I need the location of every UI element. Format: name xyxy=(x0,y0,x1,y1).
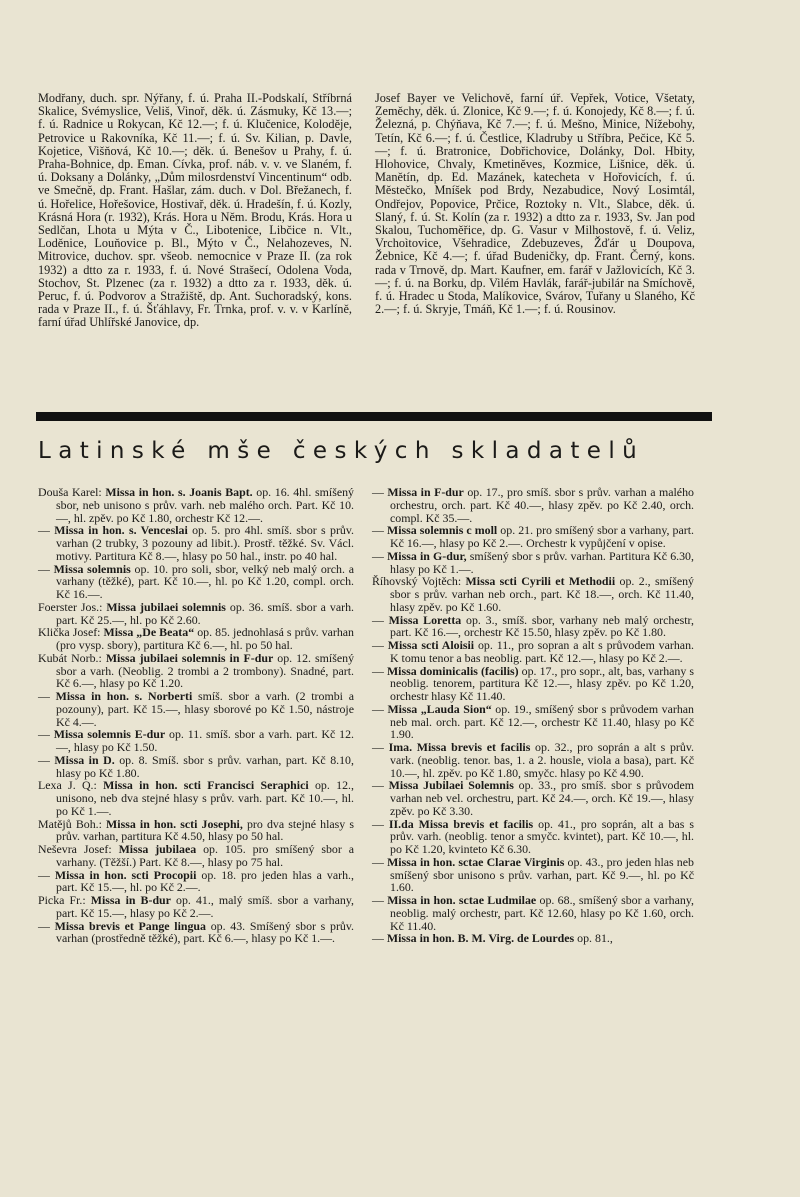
mass-entry xyxy=(38,843,354,869)
mass-entry xyxy=(38,690,354,728)
mass-title: II.da Missa brevis et facilis xyxy=(388,816,534,831)
mass-details: op. 17., pro sopr., alt, bas, varhany s neoblig. tenorem, partitura Kč 12.—, hlasy zpěv. po Kč 1.20, orchestr hlasy Kč 11.40. xyxy=(390,663,694,703)
mass-entry xyxy=(372,856,694,894)
composer-name: — xyxy=(38,727,54,742)
mass-details: pro dva stejné hlasy s prův. varhan, partitura Kč 4.50, hlasy po 50 hal. xyxy=(56,816,354,844)
mass-entry xyxy=(38,920,354,946)
mass-details: op. 36. smíš. sbor a varh. part. Kč 25.—, hl. po Kč 2.60. xyxy=(56,599,354,627)
mass-entry xyxy=(38,818,354,844)
mass-list-right xyxy=(372,486,694,945)
composer-name: Klička Josef: xyxy=(38,625,104,640)
composer-name: Douša Karel: xyxy=(38,485,106,499)
mass-details: op. 41., malý smíš. sbor a varhany, part. Kč 15.—, hlasy po Kč 2.—. xyxy=(56,893,354,920)
composer-name: — xyxy=(372,663,387,678)
mass-title: Missa in hon. sctae Ludmilae xyxy=(387,893,537,907)
section-divider xyxy=(36,412,712,421)
mass-entry xyxy=(372,703,694,741)
mass-title: Ima. Missa brevis et facilis xyxy=(388,740,531,754)
mass-entry xyxy=(372,575,694,613)
mass-details: op. 5. pro 4hl. smíš. sbor s prův. varhan (2 trubky, 3 pozouny ad libit.). Prostř. těžké. Sv. Václ. motivy. Partitura Kč 8.—, hlasy po 50 hal., instr. po 40 hal. xyxy=(56,523,354,563)
mass-entry xyxy=(38,728,354,754)
mass-details: op. 3., smíš. sbor, varhany neb malý orchestr, part. Kč 16.—, orchestr Kč 15.50, hlasy zpěv. po Kč 1.80. xyxy=(390,612,694,640)
composer-name: — xyxy=(38,523,55,538)
mass-title: Missa Jubilaei Solemnis xyxy=(388,778,514,793)
mass-details: op. 43., pro jeden hlas neb smíšený sbor unisono s prův. varhan, part. Kč 9.—, hl. po Kč 1.60. xyxy=(390,854,694,895)
mass-entry xyxy=(372,614,694,640)
donor-list-left: Modřany, duch. spr. Nýřany, f. ú. Praha II.-Podskalí, Stříbrná Skalice, Svémyslice, Veliš, Vinoř, děk. ú. Zásmuky, Kč 13.—; f. ú. Radnice u Rokycan, Kč 12.—; f. ú. Klučenice, Koloděje, Petrovice u Rakovníka, Kč 11.—; f. ú. Sv. Kilian, p. Davle, Kojetice, Višňová, Kč 10.—; děk. ú. Benešov u Prahy, f. ú. Praha-Bohnice, dp. Eman. Cívka, prof. náb. v. v. ve Slaném, f. ú. Doksany a Dolánky, „Dům milosrdenství Vincentinum“ odb. ve Smečně, dp. Frant. Hašlar, zám. duch. v Dol. Břežanech, f. ú. Hořelice, Hořešovice, Hostivař, děk. ú. Hradešín, f. ú. Kozly, Krásná Hora (r. 1932), Krás. Hora u Něm. Brodu, Krás. Hora u Sedlčan, Lhota u Mýta v Č., Libotenice, Libčice n. Vlt., Loděnice, Louňovice p. Bl., Mýto v Č., Nelahozeves, N. Mitrovice, duchov. spr. všeob. nemocnice v Praze II. (za rok 1932) a dtto za r. 1933, f. ú. Nové Strašecí, Odolena Voda, Stochov, St. Plzenec (za r. 1932) a dtto za r. 1933, děk. ú. Peruc, f. ú. Podvorov a Stražiště, dp. Ant. Suchoradský, kons. rada v Praze II., f. ú. Šťáhlavy, Fr. Trnka, prof. v. v. v Karlíně, farní úřad Uhlířské Janovice, dp. xyxy=(38,91,352,330)
composer-name: — xyxy=(372,523,387,538)
mass-title: Missa „De Beata“ xyxy=(103,625,195,640)
mass-details: smíšený sbor s prův. varhan. Partitura Kč 6.30, hlasy po Kč 1.—. xyxy=(390,548,694,576)
donor-list-right: Josef Bayer ve Velichově, farní úř. Vepřek, Votice, Všetaty, Zeměchy, děk. ú. Zlonice, Kč 9.—; f. ú. Konojedy, Kč 8.—; f. ú. Železná, p. Chýňava, Kč 7.—; f. ú. Mešno, Minice, Nížebohy, Tetín, Kč 6.—; f. ú. Čestlice, Kladruby u Stříbra, Pečice, Kč 5.—; f. ú. Bratronice, Dobřichovice, Dolánky, Dol. Hbity, Hlohovice, Chvaly, Kmetiněves, Kozmice, Lišnice, děk. ú. Manětín, dp. Ed. Mazánek, katecheta v Hořovicích, f. ú. Městečko, Mníšek pod Brdy, Nezabudice, Nový Losimtál, Ondřejov, Popovice, Prčice, Roztoky n. Vlt., Slabce, děk. ú. Slaný, f. ú. St. Kolín (za r. 1932) a dtto za r. 1933, Sv. Jan pod Skalou, Tuchoměřice, dp. G. Vasur v Milhostově, f. ú. Veliz, Vrchoìtovice, Všehradice, Zdebuzeves, Žďár u Doupova, Žebnice, Kč 4.—; f. úřad Budeničky, dp. Frant. Černý, kons. rada v Trnově, dp. Mart. Kaufner, em. farář v Jažlovicích, Kč 3.—; f. ú. na Borku, dp. Vilém Havlák, farář-jubilár na Smíchově, f. ú. Hradec u Stoda, Malíkovice, Svárov, Tuřany u Slaného, Kč 2.—; f. ú. Skryje, Tmáň, Kč 1.—; f. ú. Rousinov. xyxy=(375,91,695,317)
mass-details: op. 43. Smíšený sbor s prův. varhan (prostředně těžké), part. Kč 6.—, hlasy po Kč 1.—. xyxy=(56,918,355,946)
composer-name: — xyxy=(38,918,55,933)
composer-name: — xyxy=(372,638,388,652)
mass-details: op. 21. pro smíšený sbor a varhany, part. Kč 16.—, hlasy po Kč 2.—. Orchestr k vypůjčení v opise. xyxy=(390,523,695,550)
mass-details: op. 105. pro smíšený sbor a varhany. (Těžší.) Part. Kč 8.—, hlasy po 75 hal. xyxy=(56,842,355,869)
mass-title: Missa jubilaea xyxy=(118,842,197,856)
mass-title: Missa brevis et Pange lingua xyxy=(54,918,206,933)
mass-entry xyxy=(38,626,354,652)
mass-title: Missa scti Aloisii xyxy=(387,638,475,652)
composer-name: — xyxy=(38,752,55,767)
mass-title: Missa in hon. sctae Clarae Virginis xyxy=(387,854,565,869)
mass-entry xyxy=(38,601,354,627)
composer-name: Picka Fr.: xyxy=(38,893,91,907)
composer-name: — xyxy=(38,561,54,576)
composer-name: Matějů Boh.: xyxy=(38,816,107,831)
mass-title: Missa solemnis c moll xyxy=(386,523,498,538)
mass-entry xyxy=(372,550,694,576)
composer-name: Kubát Norb.: xyxy=(38,650,106,665)
mass-details: op. 68., smíšený sbor a varhany, neoblig. malý orchestr, part. Kč 12.60, hlasy po Kč 1.60, orch. Kč 11.40. xyxy=(390,893,694,933)
mass-title: Missa dominicalis (facilis) xyxy=(386,663,519,678)
mass-details: op. 2., smíšený sbor s prův. varhan neb orch., part. Kč 18.—, orch. Kč 11.40, hlasy zpěv. po Kč 1.60. xyxy=(390,574,694,614)
composer-name: — xyxy=(372,778,389,793)
composer-name: — xyxy=(372,701,388,716)
mass-entry xyxy=(372,779,694,817)
composer-name: — xyxy=(38,689,56,703)
mass-title: Missa in hon. s. Venceslai xyxy=(54,523,188,538)
mass-entry xyxy=(372,639,694,665)
mass-title: Missa in F-dur xyxy=(387,485,464,499)
mass-title: Missa in hon. s. Joanis Bapt. xyxy=(105,485,253,499)
mass-title: Missa solemnis E-dur xyxy=(53,727,166,742)
mass-entry xyxy=(372,524,694,550)
mass-entry xyxy=(38,779,354,817)
composer-name: Lexa J. Q.: xyxy=(38,778,104,793)
mass-title: Missa scti Cyrili et Methodii xyxy=(465,574,616,589)
mass-entry xyxy=(38,894,354,920)
mass-details: op. 32., pro soprán a alt s prův. vark. (neoblig. tenor. bas, 1. a 2. housle, viola a basa), part. Kč 10.—, hl. zpěv. po Kč 1.80, smyčc. hlasy po Kč 4.90. xyxy=(390,740,694,780)
mass-entry xyxy=(372,894,694,932)
mass-entry xyxy=(372,741,694,779)
mass-details: op. 12., unisono, neb dva stejné hlasy s prův. varh. part. Kč 10.—, hl. po Kč 1.—. xyxy=(56,778,354,818)
composer-name: — xyxy=(38,867,55,882)
mass-list-left xyxy=(38,486,354,945)
mass-details: op. 16. 4hl. smíšený sbor, neb unisono s prův. varh. neb malého orch. Part. Kč 10.—, hl. zpěv. po Kč 1.80, orchestr Kč 12.—. xyxy=(56,485,354,525)
mass-entry xyxy=(38,754,354,780)
top-left-column xyxy=(38,92,352,330)
mass-title: Missa in hon. s. Norberti xyxy=(55,689,193,703)
mass-entry xyxy=(372,818,694,856)
mass-title: Missa „Lauda Sion“ xyxy=(387,701,492,716)
mass-title: Missa in hon. scti Procopii xyxy=(54,867,197,882)
mass-details: op. 12. smíšený sbor a varh. (Neoblig. 2 trombi a 2 trombony). Snadné, part. Kč 6.—, hlasy po Kč 1.20. xyxy=(56,650,355,691)
mass-title: Missa in B-dur xyxy=(90,893,171,907)
mass-title: Missa solemnis xyxy=(53,561,131,576)
mass-details: smíš. sbor a varh. (2 trombi a pozouny), part. Kč 15.—, hlasy sborové po Kč 1.50, nástroje Kč 4.—. xyxy=(56,689,354,729)
mass-entry xyxy=(38,563,354,601)
composer-name: Neševra Josef: xyxy=(38,842,119,856)
mass-details: op. 8. Smíš. sbor s prův. varhan, part. Kč 8.10, hlasy po Kč 1.80. xyxy=(56,752,354,780)
composer-name: — xyxy=(372,548,388,563)
mass-title: Missa in D. xyxy=(54,752,115,767)
section-title: Latinské mše českých skladatelů xyxy=(38,438,645,464)
mass-entry xyxy=(38,869,354,895)
composer-name: — xyxy=(372,485,388,499)
mass-entry xyxy=(372,665,694,703)
composer-name: — xyxy=(372,931,387,946)
mass-details: op. 41., pro soprán, alt a bas s prův. varh. (neoblig. tenor a smyčc. kvintet), part. Kč 10.—, hl. po Kč 1.20, kvinteto Kč 6.30. xyxy=(390,816,694,856)
mass-entry xyxy=(38,524,354,562)
composer-name: Foerster Jos.: xyxy=(38,599,107,614)
mass-details: op. 19., smíšený sbor s průvodem varhan neb mal. orch. part. Kč 12.—, orchestr Kč 11.40, hlasy po Kč 1.90. xyxy=(390,701,694,742)
mass-entry xyxy=(372,932,694,945)
mass-details: op. 33., pro smíš. sbor s průvodem varhan neb vel. orchestru, part. Kč 24.—, orch. Kč 19.—, hlasy zpěv. po Kč 3.30. xyxy=(390,778,694,818)
top-right-column xyxy=(375,92,695,316)
mass-title: Missa in hon. scti Josephi, xyxy=(106,816,243,831)
composer-name: — xyxy=(372,612,389,627)
mass-title: Missa jubilaei solemnis in F-dur xyxy=(105,650,274,665)
mass-details: op. 81., xyxy=(574,931,613,946)
mass-title: Missa in G-dur, xyxy=(387,548,467,563)
composer-name: Říhovský Vojtěch: xyxy=(372,574,466,589)
mass-entry xyxy=(38,486,354,524)
mass-details: op. 11. smíš. sbor a varh. part. Kč 12.—, hlasy po Kč 1.50. xyxy=(56,727,354,754)
mass-title: Missa in hon. scti Francisci Seraphici xyxy=(103,778,309,793)
composer-name: — xyxy=(372,816,389,831)
composer-name: — xyxy=(372,854,388,869)
mass-title: Missa in hon. B. M. Virg. de Lourdes xyxy=(386,931,575,946)
mass-details: op. 18. pro jeden hlas a varh., part. Kč 15.—, hl. po Kč 2.—. xyxy=(56,867,355,895)
mass-entry xyxy=(372,486,694,524)
mass-details: op. 10. pro soli, sbor, velký neb malý orch. a varhany (těžké), part. Kč 10.—, hl. po Kč 1.20, compl. orch. Kč 16.—. xyxy=(56,561,354,601)
mass-entry xyxy=(38,652,354,690)
mass-title: Missa jubilaei solemnis xyxy=(106,599,226,614)
mass-details: op. 11., pro sopran a alt s průvodem varhan. K tomu tenor a bas neoblig. part. Kč 12.—, hlasy po Kč 2.—. xyxy=(390,638,695,665)
composer-name: — xyxy=(372,740,389,754)
mass-title: Missa Loretta xyxy=(388,612,462,627)
composer-name: — xyxy=(372,893,388,907)
mass-details: op. 85. jednohlasá s prův. varhan (pro vysp. sbory), partitura Kč 6.—, hl. po 50 hal. xyxy=(56,625,354,652)
mass-details: op. 17., pro smíš. sbor s prův. varhan a malého orchestru, orch. part. Kč 40.—, hlasy zpěv. po Kč 2.40, orch. compl. Kč 35.—. xyxy=(390,485,694,525)
